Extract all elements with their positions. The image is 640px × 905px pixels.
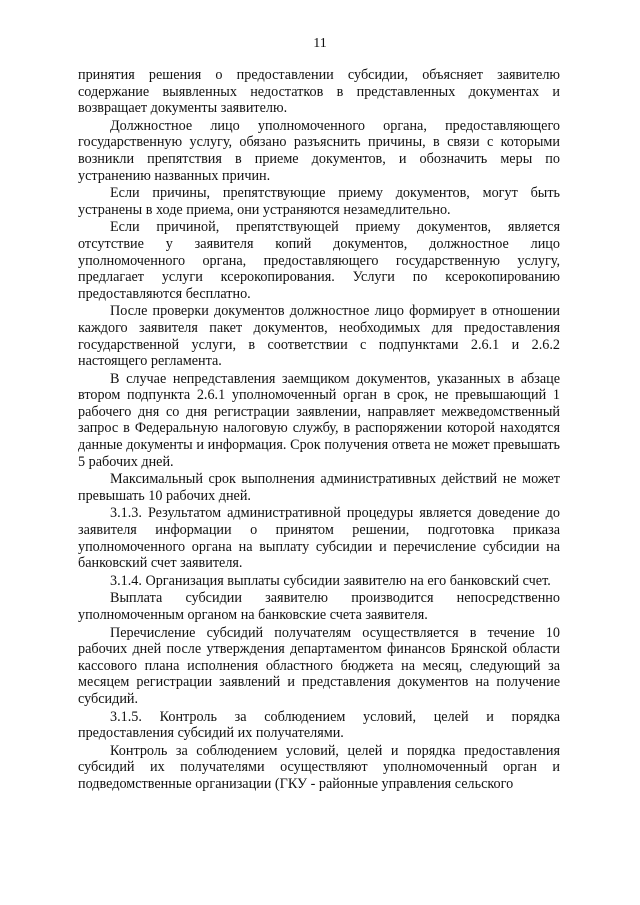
paragraph-3: Если причины, препятствующие приему документов, могут быть устранены в ходе приема, они устраняются незамедлительно. — [78, 185, 560, 218]
paragraph-6: В случае непредставления заемщиком документов, указанных в абзаце втором подпункта 2.6.1 уполномоченный орган в срок, не превышающий 1 рабочего дня со дня регистрации заявлении, направляет межведомственный запрос в Федеральную налоговую службу, в распоряжении которой находятся данные документы и информация. Срок получения ответа не может превышать 5 рабочих дней. — [78, 370, 560, 470]
paragraph-1: принятия решения о предоставлении субсидии, объясняет заявителю содержание выявленных недостатков в представленных документах и возвращает документы заявителю. — [78, 67, 560, 117]
document-body — [78, 67, 560, 793]
paragraph-13: Контроль за соблюдением условий, целей и порядка предоставления субсидий их получателями осуществляют уполномоченный орган и подведомственные организации (ГКУ - районные управления сельского — [78, 742, 560, 792]
paragraph-5: После проверки документов должностное лицо формирует в отношении каждого заявителя пакет документов, необходимых для предоставления государственной услуги, в соответствии с подпунктами 2.6.1 и 2.6.2 настоящего регламента. — [78, 303, 560, 370]
paragraph-4: Если причиной, препятствующей приему документов, является отсутствие у заявителя копий документов, должностное лицо уполномоченного органа, предоставляющего государственную услугу, предлагает услуги ксерокопирования. Услуги по ксерокопированию предоставляются бесплатно. — [78, 219, 560, 302]
paragraph-9: 3.1.4. Организация выплаты субсидии заявителю на его банковский счет. — [110, 572, 551, 589]
paragraph-10: Выплата субсидии заявителю производится непосредственно уполномоченным органом на банковские счета заявителя. — [78, 590, 560, 623]
paragraph-2: Должностное лицо уполномоченного органа, предоставляющего государственную услугу, обязано разъяснить причины, в связи с которыми возникли препятствия в приеме документов, и обозначить меры по устранению названных причин. — [78, 117, 560, 184]
paragraph-8: 3.1.3. Результатом административной процедуры является доведение до заявителя информации о принятом решении, подготовка приказа уполномоченного органа на выплату субсидии и перечисление субсидии на банковский счет заявителя. — [78, 505, 560, 572]
page-number: 11 — [313, 36, 327, 51]
paragraph-11: Перечисление субсидий получателям осуществляется в течение 10 рабочих дней после утверждения департаментом финансов Брянской области кассового плана исполнения областного бюджета на месяц, следующий за месяцем регистрации заявлений и представления документов на получение субсидий. — [78, 624, 560, 707]
paragraph-12: 3.1.5. Контроль за соблюдением условий, целей и порядка предоставления субсидий их получателями. — [78, 708, 560, 742]
paragraph-7: Максимальный срок выполнения административных действий не может превышать 10 рабочих дней. — [78, 471, 560, 504]
